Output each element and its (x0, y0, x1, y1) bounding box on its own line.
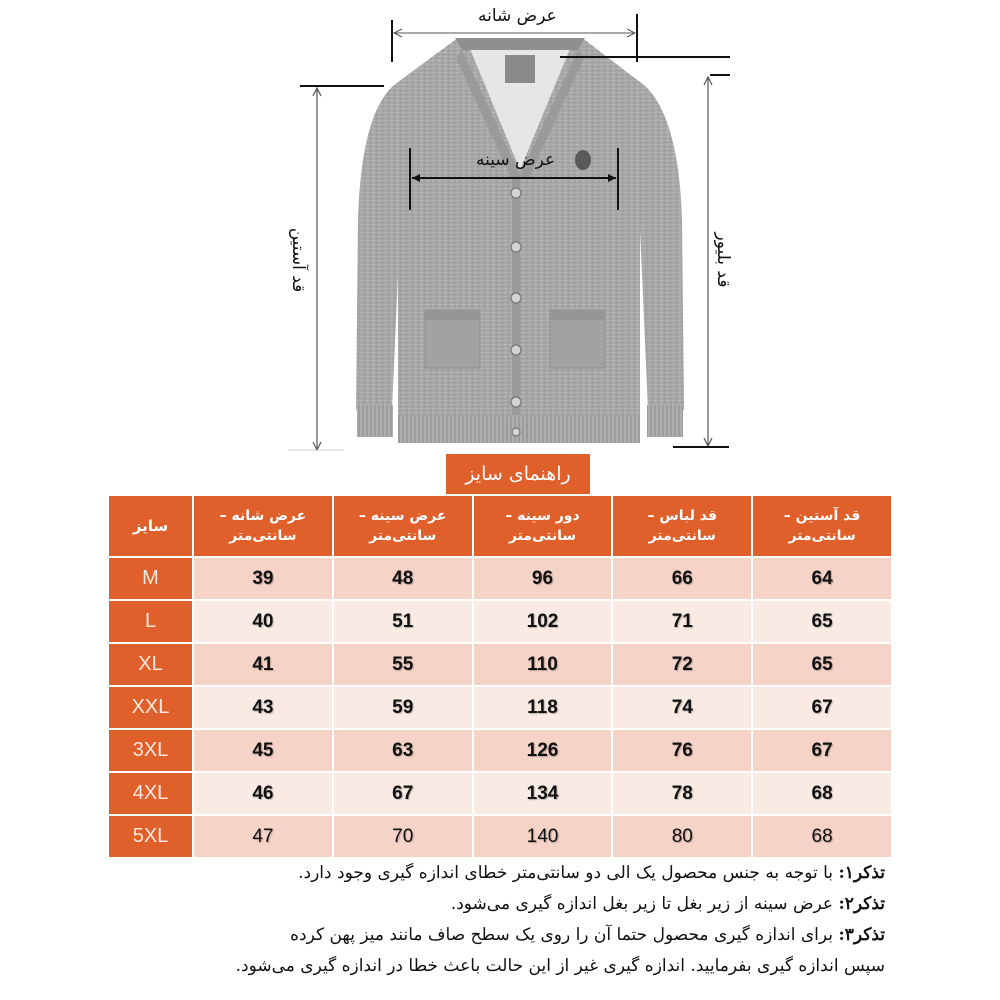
sleeve-cell: 65 (752, 600, 892, 643)
table-row (108, 729, 892, 772)
note-2-text: عرض سینه از زیر بغل تا زیر بغل اندازه گیری می‌شود. (450, 894, 839, 914)
length-cell: 76 (612, 729, 752, 772)
chest-circ-cell: 110 (473, 643, 613, 686)
length-cell: 74 (612, 686, 752, 729)
chest-width-cell: 51 (333, 600, 473, 643)
note-3-text: برای اندازه گیری محصول حتما آن را روی یک سطح صاف مانند میز پهن کرده (290, 925, 839, 945)
header-length-line2: سانتی‌متر (648, 528, 716, 544)
chest-width-cell: 70 (333, 815, 473, 858)
length-cell: 66 (612, 557, 752, 600)
table-header-row (108, 495, 892, 557)
measurement-diagram (0, 0, 1000, 460)
table-row (108, 815, 892, 858)
shoulder-cell: 39 (193, 557, 333, 600)
header-chest-circumference (473, 495, 613, 557)
chest-circ-cell: 118 (473, 686, 613, 729)
size-cell: M (108, 557, 193, 600)
chest-width-cell: 67 (333, 772, 473, 815)
sleeve-length-label: قد آستین (288, 227, 308, 293)
table-row (108, 600, 892, 643)
note-2-label: تذکر۲: (838, 894, 885, 914)
garment-length-label: قد بلیور (713, 232, 733, 288)
header-shoulder-width (193, 495, 333, 557)
shoulder-cell: 40 (193, 600, 333, 643)
note-1-label: تذکر۱: (838, 863, 885, 883)
header-sleeve-line2: سانتی‌متر (788, 528, 856, 544)
header-chest-circ-line2: سانتی‌متر (508, 528, 577, 544)
chest-circ-cell: 140 (473, 815, 613, 858)
header-length-line1: قد لباس – (647, 508, 718, 524)
size-guide-title: راهنمای سایز (446, 454, 590, 494)
chest-circ-cell: 126 (473, 729, 613, 772)
sleeve-cell: 68 (752, 815, 892, 858)
header-chest-width-line1: عرض سینه – (358, 508, 447, 524)
chest-width-label: عرض سینه (476, 150, 556, 170)
table-row (108, 643, 892, 686)
note-2 (115, 889, 885, 920)
note-3 (115, 920, 885, 951)
size-cell: 4XL (108, 772, 193, 815)
notes-section (115, 858, 885, 982)
shoulder-width-label: عرض شانه (478, 6, 557, 26)
sleeve-cell: 67 (752, 686, 892, 729)
header-chest-width (333, 495, 473, 557)
note-1 (115, 858, 885, 889)
header-chest-width-line2: سانتی‌متر (369, 528, 437, 544)
length-cell: 80 (612, 815, 752, 858)
chest-circ-cell: 96 (473, 557, 613, 600)
length-cell: 71 (612, 600, 752, 643)
header-shoulder-line2: سانتی‌متر (229, 528, 297, 544)
chest-circ-cell: 102 (473, 600, 613, 643)
size-cell: XL (108, 643, 193, 686)
size-cell: XXL (108, 686, 193, 729)
shoulder-cell: 46 (193, 772, 333, 815)
size-cell: L (108, 600, 193, 643)
header-chest-circ-line1: دور سینه – (505, 508, 580, 524)
table-row (108, 557, 892, 600)
note-3-text-continued: سپس اندازه گیری بفرمایید. اندازه گیری غیر از این حالت باعث خطا در اندازه گیری می‌شود. (235, 956, 885, 976)
shoulder-cell: 45 (193, 729, 333, 772)
table-row (108, 772, 892, 815)
sleeve-cell: 68 (752, 772, 892, 815)
chest-width-cell: 48 (333, 557, 473, 600)
sleeve-cell: 65 (752, 643, 892, 686)
shoulder-cell: 41 (193, 643, 333, 686)
shoulder-cell: 43 (193, 686, 333, 729)
table-row (108, 686, 892, 729)
chest-width-cell: 59 (333, 686, 473, 729)
note-3-label: تذکر۳: (838, 925, 885, 945)
header-sleeve-length (752, 495, 892, 557)
size-cell: 3XL (108, 729, 193, 772)
cardigan-illustration (0, 0, 1000, 460)
size-cell: 5XL (108, 815, 193, 858)
chest-circ-cell: 134 (473, 772, 613, 815)
sleeve-cell: 67 (752, 729, 892, 772)
header-sleeve-line1: قد آستین – (783, 508, 861, 524)
header-shoulder-line1: عرض شانه – (219, 508, 307, 524)
header-size: سایز (108, 495, 193, 557)
chest-width-cell: 55 (333, 643, 473, 686)
length-cell: 72 (612, 643, 752, 686)
chest-width-cell: 63 (333, 729, 473, 772)
header-garment-length (612, 495, 752, 557)
sleeve-cell: 64 (752, 557, 892, 600)
note-1-text: با توجه به جنس محصول یک الی دو سانتی‌متر خطای اندازه گیری وجود دارد. (298, 863, 839, 883)
shoulder-cell: 47 (193, 815, 333, 858)
length-cell: 78 (612, 772, 752, 815)
note-3-continued (115, 951, 885, 982)
size-table (107, 494, 893, 859)
